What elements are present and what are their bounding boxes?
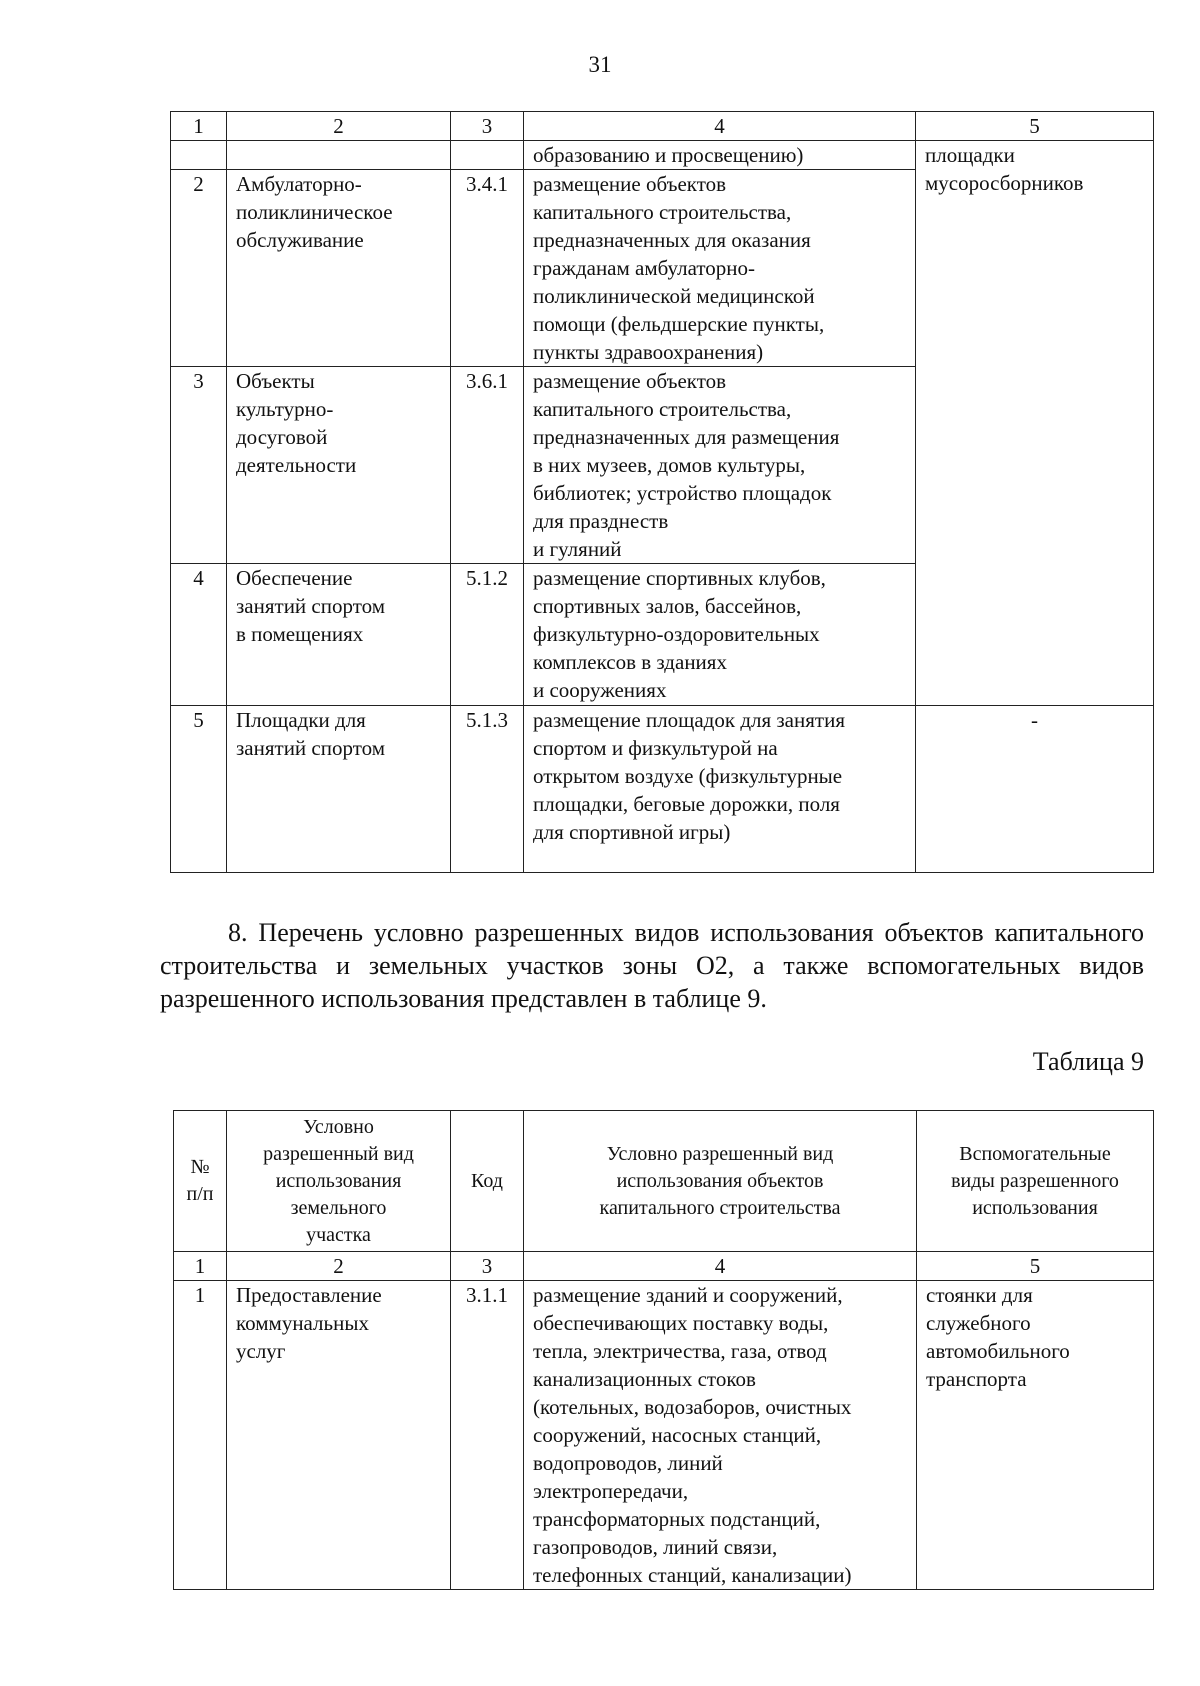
- col-number: 4: [524, 1252, 917, 1281]
- table-9-label: Таблица 9: [1032, 1047, 1144, 1076]
- col-number: 5: [917, 1252, 1154, 1281]
- use-code: 5.1.2: [451, 564, 524, 706]
- row-number: 2: [171, 170, 227, 367]
- header-aux-use: Вспомогательные виды разрешенного использования: [917, 1111, 1154, 1252]
- aux-use-cell: -: [916, 706, 1154, 873]
- use-description: размещение объектов капитального строительства, предназначенных для размещения в них музеев, домов культуры, библиотек; устройство площадок для празднеств и гуляний: [524, 367, 916, 564]
- table-header-row: [174, 1111, 1154, 1252]
- use-code: 3.4.1: [451, 170, 524, 367]
- aux-use-cell: стоянки для служебного автомобильного транспорта: [917, 1281, 1154, 1590]
- table-9: [173, 1110, 1154, 1590]
- col-number: 4: [524, 112, 916, 141]
- row-number: 5: [171, 706, 227, 873]
- row-number: 4: [171, 564, 227, 706]
- use-name: Объекты культурно- досуговой деятельности: [227, 367, 451, 564]
- header-land-use: Условно разрешенный вид использования земельного участка: [227, 1111, 451, 1252]
- use-name: Площадки для занятий спортом: [227, 706, 451, 873]
- use-code: 3.1.1: [451, 1281, 524, 1590]
- use-code: 5.1.3: [451, 706, 524, 873]
- column-number-row: [171, 112, 1154, 141]
- header-code: Код: [451, 1111, 524, 1252]
- table-8-continuation: [170, 111, 1154, 873]
- use-description: размещение спортивных клубов, спортивных залов, бассейнов, физкультурно-оздоровительных комплексов в зданиях и сооружениях: [524, 564, 916, 706]
- row-number: 1: [174, 1281, 227, 1590]
- use-name: Амбулаторно- поликлиническое обслуживание: [227, 170, 451, 367]
- header-construction-use: Условно разрешенный вид использования объектов капитального строительства: [524, 1111, 917, 1252]
- aux-use-cell: площадки мусоросборников: [916, 141, 1154, 706]
- col-number: 2: [227, 1252, 451, 1281]
- row-number: 3: [171, 367, 227, 564]
- col-number: 1: [174, 1252, 227, 1281]
- col-number: 3: [451, 1252, 524, 1281]
- col-number: 2: [227, 112, 451, 141]
- paragraph-text: 8. Перечень условно разрешенных видов использования объектов капитального строительства и земельных участков зоны О2, а также вспомогательных видов разрешенного использования представлен в таблице 9.: [160, 918, 1144, 1013]
- use-name: Обеспечение занятий спортом в помещениях: [227, 564, 451, 706]
- use-name: Предоставление коммунальных услуг: [227, 1281, 451, 1590]
- page-number: 31: [588, 52, 612, 77]
- header-number: № п/п: [174, 1111, 227, 1252]
- paragraph-8: [160, 916, 1144, 1015]
- use-description: размещение объектов капитального строительства, предназначенных для оказания гражданам амбулаторно- поликлинической медицинской помощи (фельдшерские пункты, пункты здравоохранения): [524, 170, 916, 367]
- col-number: 5: [916, 112, 1154, 141]
- column-number-row: [174, 1252, 1154, 1281]
- col-number: 3: [451, 112, 524, 141]
- use-description: размещение зданий и сооружений, обеспечивающих поставку воды, тепла, электричества, газа, отвод канализационных стоков (котельных, водозаборов, очистных сооружений, насосных станций, водопроводов, линий электропередачи, трансформаторных подстанций, газопроводов, линий связи, телефонных станций, канализации): [524, 1281, 917, 1590]
- use-description: размещение площадок для занятия спортом и физкультурой на открытом воздухе (физкультурные площадки, беговые дорожки, поля для спортивной игры): [524, 706, 916, 873]
- continuation-row: [171, 141, 1154, 170]
- use-code: 3.6.1: [451, 367, 524, 564]
- continuation-text: образованию и просвещению): [524, 141, 916, 170]
- table-row: [171, 706, 1154, 873]
- col-number: 1: [171, 112, 227, 141]
- table-row: [174, 1281, 1154, 1590]
